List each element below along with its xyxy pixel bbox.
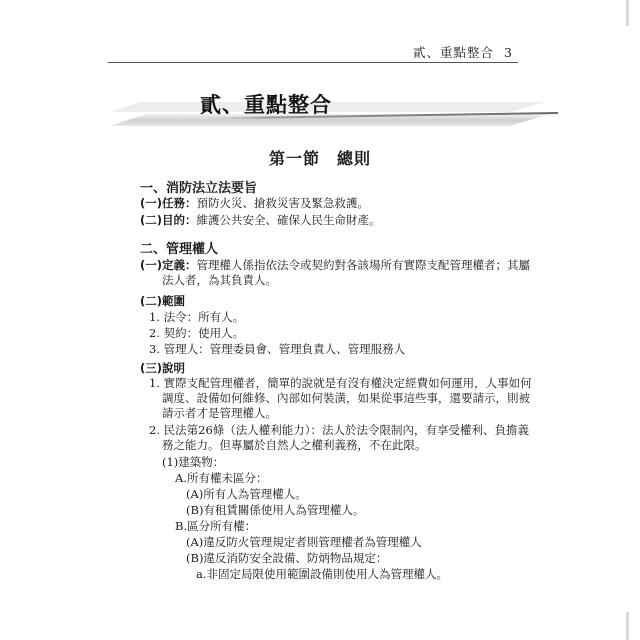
- definition-label: (一)定義：: [140, 258, 197, 272]
- part2-title: 二、管理權人: [140, 242, 219, 257]
- task-line: [140, 196, 369, 211]
- sub-list-item: a.非固定局限使用範圍設備則使用人為管理權人。: [196, 567, 449, 581]
- scope-item: 1. 法令：所有人。: [149, 310, 245, 324]
- task-label: (一)任務：: [140, 196, 197, 210]
- list-item: (A)所有人為管理權人。: [186, 487, 307, 501]
- explanation-1-line-3: 請示者才是管理權人。: [162, 406, 277, 420]
- ownership-undivided-heading: A.所有權未區分：: [175, 471, 268, 485]
- list-item: (B)違反消防安全設備、防炳物品規定：: [186, 551, 388, 565]
- definition-line-1: [140, 258, 530, 273]
- explanation-label: (三)說明: [140, 361, 186, 375]
- page-spine-bottom: [626, 612, 629, 640]
- purpose-line: [140, 213, 381, 228]
- chapter-title: 貳、重點整合: [200, 93, 332, 117]
- header-rule: [108, 62, 518, 63]
- list-item: (A)違反防火管理規定者則管理權者為管理權人: [186, 535, 422, 549]
- building-heading: (1)建築物：: [162, 455, 225, 469]
- running-header: [413, 43, 513, 61]
- definition-line-2: 法人者，為其負責人。: [162, 273, 277, 287]
- explanation-1-line-1: 1. 實際支配管理權者，簡單的說就是有沒有權決定經費如何運用，人事如何: [149, 376, 532, 390]
- part1-title: 一、消防法立法要旨: [140, 181, 258, 196]
- chapter-banner: [110, 74, 560, 129]
- explanation-2-line-1: 2. 民法第26條（法人權利能力）：法人於法令限制內，有享受權利、負擔義: [149, 423, 530, 437]
- scope-item: 3. 管理人：管理委員會、管理負責人、管理服務人: [149, 342, 406, 356]
- page-number: 3: [504, 45, 513, 60]
- purpose-text: 維護公共安全、確保人民生命財產。: [196, 213, 381, 227]
- list-item: (B)有租賃關係使用人為管理權人。: [186, 503, 365, 517]
- page-spine-top: [626, 0, 629, 26]
- task-text: 預防火災、搶救災害及緊急救護。: [196, 196, 370, 210]
- explanation-1-line-2: 調度、設備如何維修、內部如何裝潢，如果從事這些事，還要請示，則被: [162, 391, 530, 405]
- ownership-divided-heading: B.區分所有權：: [175, 519, 257, 533]
- running-header-title: 貳、重點整合: [413, 45, 495, 60]
- explanation-2-line-2: 務之能力。但專屬於自然人之權利義務，不在此限。: [162, 438, 427, 452]
- section-heading: 第一節 總則: [268, 149, 371, 168]
- scope-item: 2. 契約：使用人。: [149, 326, 245, 340]
- definition-text-1: 管理權人係指依法令或契約對各該場所有實際支配管理權者；其屬: [196, 258, 531, 272]
- purpose-label: (二)目的：: [140, 213, 197, 227]
- scope-label: (二)範圍: [140, 294, 186, 308]
